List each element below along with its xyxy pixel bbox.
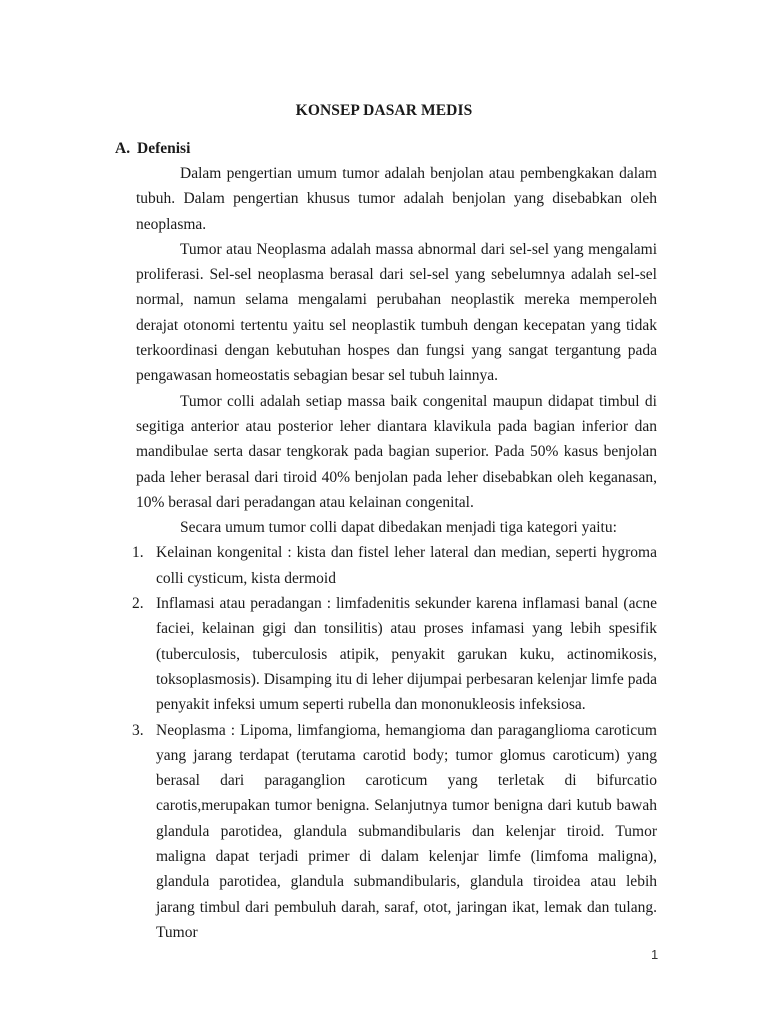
list-item	[132, 591, 657, 717]
paragraph-3: Tumor colli adalah setiap massa baik congenital maupun didapat timbul di segitiga anterior atau posterior leher diantara klavikula pada bagian inferior dan mandibulae serta dasar tengkorak pada bagian superior. Pada 50% kasus benjolan pada leher berasal dari tiroid 40% benjolan pada leher disebabkan oleh keganasan, 10% berasal dari peradangan atau kelainan congenital.	[136, 392, 657, 511]
section-letter: A.	[115, 140, 131, 157]
paragraph-2: Tumor atau Neoplasma adalah massa abnormal dari sel-sel yang mengalami proliferasi. Sel-sel neoplasma berasal dari sel-sel yang sebelumnya adalah sel-sel normal, namun selama mengalami perubahan neoplastik mereka memperoleh derajat otonomi tertentu yaitu sel neoplastik tumbuh dengan kecepatan yang tidak terkoordinasi dengan kebutuhan hospes dan fungsi yang sangat tergantung pada pengawasan homeostatis sebagian besar sel tubuh lainnya.	[136, 240, 657, 385]
body-text	[132, 161, 657, 945]
list-item	[132, 718, 657, 946]
list-item-number: 3.	[132, 721, 144, 739]
page-title: KONSEP DASAR MEDIS	[295, 102, 473, 119]
list-item-number: 1.	[132, 544, 144, 562]
section-heading-text: Defenisi	[137, 140, 191, 157]
page-number: 1	[651, 947, 659, 962]
paragraph-4: Secara umum tumor colli dapat dibedakan menjadi tiga kategori yaitu:	[180, 519, 617, 537]
list-item-text: Kelainan kongenital : kista dan fistel leher lateral dan median, seperti hygroma colli cysticum, kista dermoid	[156, 544, 657, 587]
section-heading	[115, 140, 190, 158]
list-item-text: Inflamasi atau peradangan : limfadenitis sekunder karena inflamasi banal (acne faciei, kelainan gigi dan tonsilitis) atau proses infamasi yang lebih spesifik (tuberculosis, tuberculosis atipik, penyakit garukan kuku, actinomikosis, toksoplasmosis). Disamping itu di leher dijumpai perbesaran kelenjar limfe pada penyakit infeksi umum seperti rubella dan mononukleosis infeksiosa.	[156, 595, 657, 714]
list-item	[132, 540, 657, 591]
category-list	[132, 540, 657, 945]
list-item-text: Neoplasma : Lipoma, limfangioma, hemangioma dan paraganglioma caroticum yang jarang terdapat (terutama carotid body; tumor glomus caroticum) yang berasal dari paraganglion caroticum yang terletak di bifurcatio carotis,merupakan tumor benigna. Selanjutnya tumor benigna dari kutub bawah glandula parotidea, glandula submandibularis dan kelenjar tiroid. Tumor maligna dapat terjadi primer di dalam kelenjar limfe (limfoma maligna), glandula parotidea, glandula submandibularis, glandula tiroidea atau lebih jarang timbul dari pembuluh darah, saraf, otot, jaringan ikat, lemak dan tulang. Tumor	[156, 721, 657, 941]
list-item-number: 2.	[132, 595, 144, 613]
paragraph-1: Dalam pengertian umum tumor adalah benjolan atau pembengkakan dalam tubuh. Dalam pengertian khusus tumor adalah benjolan yang disebabkan oleh neoplasma.	[136, 165, 657, 233]
